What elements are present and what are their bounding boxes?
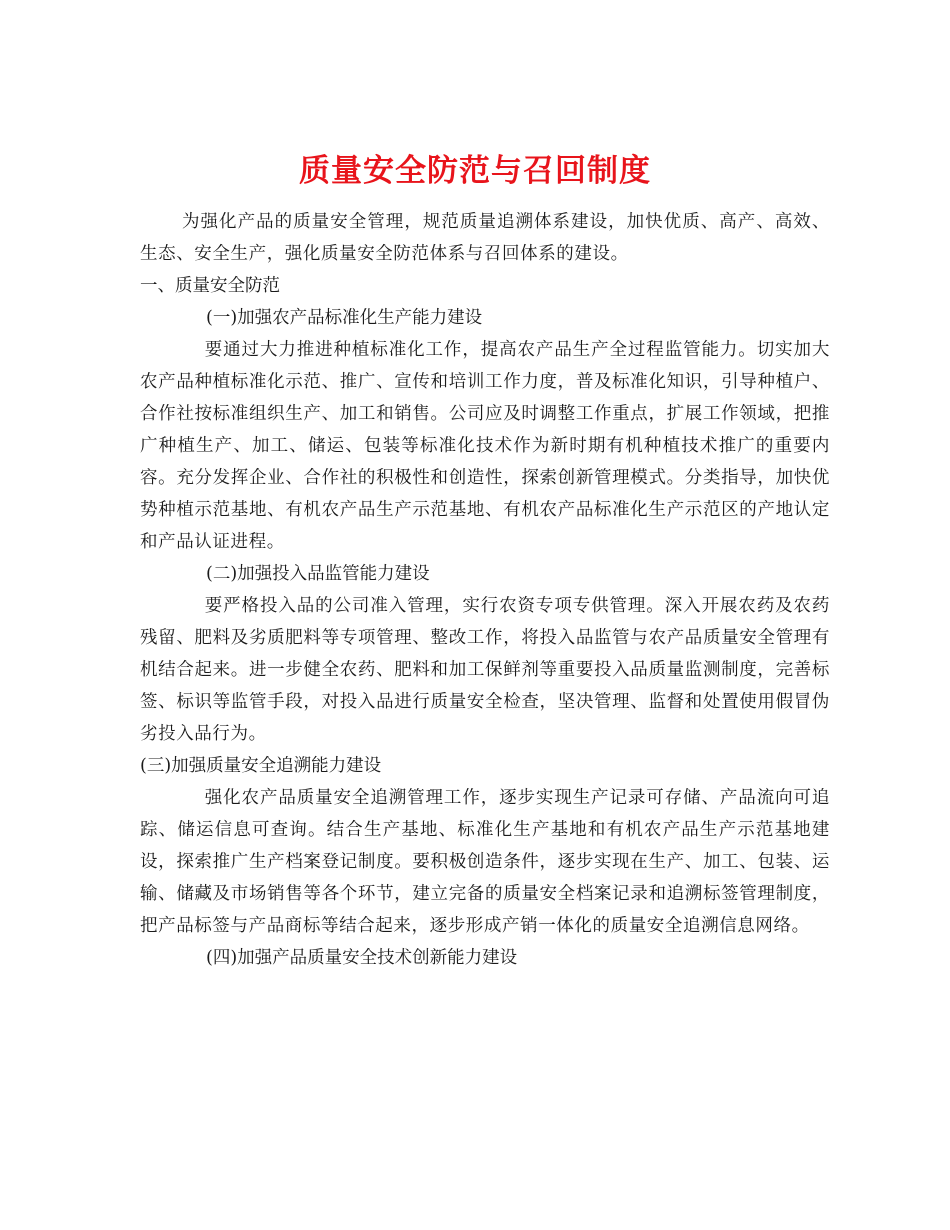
section-heading-quality-prevention: 一、质量安全防范 <box>140 276 280 296</box>
subsection-heading-traceability: (三)加强质量安全追溯能力建设 <box>140 756 382 776</box>
intro-paragraph: 为强化产品的质量安全管理，规范质量追溯体系建设，加快优质、高产、高效、生态、安全生产，强化质量安全防范体系与召回体系的建设。 <box>140 212 830 264</box>
subsection-heading-standardization: (一)加强农产品标准化生产能力建设 <box>206 308 483 328</box>
document-title: 质量安全防范与召回制度 <box>299 152 651 189</box>
subsection-heading-tech-innovation: (四)加强产品质量安全技术创新能力建设 <box>206 948 518 968</box>
subsection-body-input-supervision: 要严格投入品的公司准入管理，实行农资专项专供管理。深入开展农药及农药残留、肥料及劣质肥料等专项管理、整改工作，将投入品监管与农产品质量安全管理有机结合起来。进一步健全农药、肥料和加工保鲜剂等重要投入品质量监测制度，完善标签、标识等监管手段，对投入品进行质量安全检查，坚决管理、监督和处置使用假冒伪劣投入品行为。 <box>140 596 830 744</box>
subsection-body-standardization: 要通过大力推进种植标准化工作，提高农产品生产全过程监管能力。切实加大农产品种植标准化示范、推广、宣传和培训工作力度，普及标准化知识，引导种植户、合作社按标准组织生产、加工和销售。公司应及时调整工作重点，扩展工作领域，把推广种植生产、加工、储运、包装等标准化技术作为新时期有机种植技术推广的重要内容。充分发挥企业、合作社的积极性和创造性，探索创新管理模式。分类指导，加快优势种植示范基地、有机农产品生产示范基地、有机农产品标准化生产示范区的产地认定和产品认证进程。 <box>140 340 830 552</box>
subsection-heading-input-supervision: (二)加强投入品监管能力建设 <box>206 564 430 584</box>
document-body <box>140 206 830 974</box>
subsection-body-traceability: 强化农产品质量安全追溯管理工作，逐步实现生产记录可存储、产品流向可追踪、储运信息可查询。结合生产基地、标准化生产基地和有机农产品生产示范基地建设，探索推广生产档案登记制度。要积极创造条件，逐步实现在生产、加工、包装、运输、储藏及市场销售等各个环节，建立完备的质量安全档案记录和追溯标签管理制度，把产品标签与产品商标等结合起来，逐步形成产销一体化的质量安全追溯信息网络。 <box>140 788 830 936</box>
